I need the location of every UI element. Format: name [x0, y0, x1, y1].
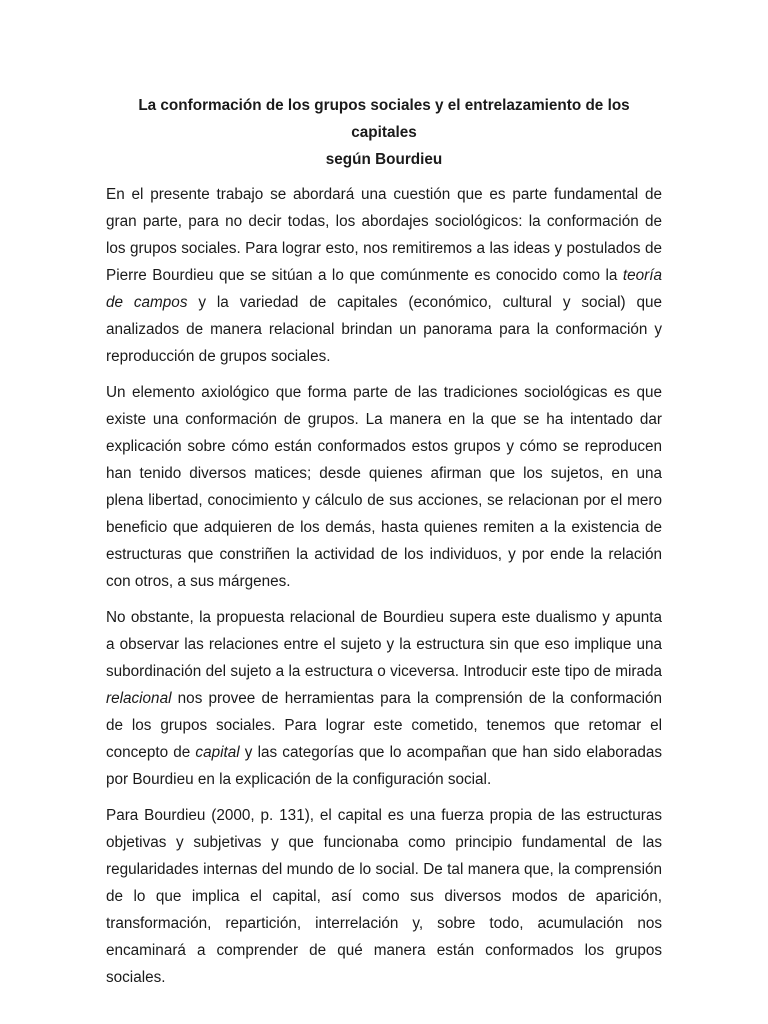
title-line-1: La conformación de los grupos sociales y el entrelazamiento de los capitales	[138, 97, 630, 141]
paragraph-1	[106, 181, 662, 370]
title-line-2: según Bourdieu	[325, 151, 443, 168]
paragraph-3-text-b: nos provee de herramientas para la comprensión de la conformación de los grupos sociales. Para lograr este cometido, tenemos que retomar el concepto de	[106, 690, 662, 761]
document-title	[106, 92, 662, 173]
paragraph-1-italic: teoría de campos	[106, 267, 662, 311]
paragraph-3-text-a: No obstante, la propuesta relacional de Bourdieu supera este dualismo y apunta a observar las relaciones entre el sujeto y la estructura sin que eso implique una subordinación del sujeto a la estructura o viceversa. Introducir este tipo de mirada	[106, 609, 662, 680]
paragraph-3	[106, 604, 662, 793]
paragraph-3-italic-2: capital	[195, 744, 240, 761]
paragraph-2: Un elemento axiológico que forma parte de las tradiciones sociológicas es que existe una conformación de grupos. La manera en la que se ha intentado dar explicación sobre cómo están conformados estos grupos y cómo se reproducen han tenido diversos matices; desde quienes afirman que los sujetos, en una plena libertad, conocimiento y cálculo de sus acciones, se relacionan por el mero beneficio que adquieren de los demás, hasta quienes remiten a la existencia de estructuras que constriñen la actividad de los individuos, y por ende la relación con otros, a sus márgenes.	[106, 384, 662, 590]
paragraph-4: Para Bourdieu (2000, p. 131), el capital es una fuerza propia de las estructuras objetivas y subjetivas y que funcionaba como principio fundamental de las regularidades internas del mundo de lo social. De tal manera que, la comprensión de lo que implica el capital, así como sus diversos modos de aparición, transformación, repartición, interrelación y, sobre todo, acumulación nos encaminará a comprender de qué manera están conformados los grupos sociales.	[106, 807, 662, 986]
paragraph-1-text-b: y la variedad de capitales (económico, cultural y social) que analizados de manera relacional brindan un panorama para la conformación y reproducción de grupos sociales.	[106, 294, 662, 365]
paragraph-3-italic-1: relacional	[106, 690, 172, 707]
paragraph-3-text-c: y las categorías que lo acompañan que han sido elaboradas por Bourdieu en la explicación de la configuración social.	[106, 744, 662, 788]
paragraph-1-text-a: En el presente trabajo se abordará una cuestión que es parte fundamental de gran parte, para no decir todas, los abordajes sociológicos: la conformación de los grupos sociales. Para lograr esto, nos remitiremos a las ideas y postulados de Pierre Bourdieu que se sitúan a lo que comúnmente es conocido como la	[106, 186, 662, 284]
